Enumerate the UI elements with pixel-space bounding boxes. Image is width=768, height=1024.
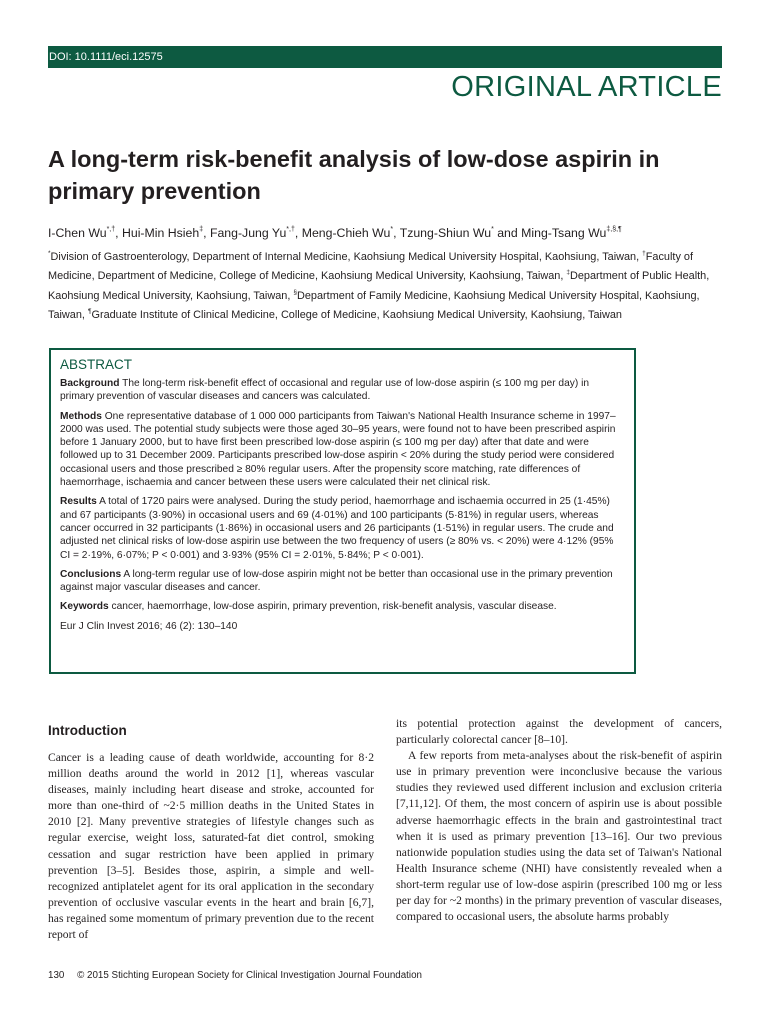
author-affil-marker: *	[390, 226, 394, 233]
author-name: I-Chen Wu	[48, 226, 107, 240]
affiliation: Department of Public Health, Kaohsiung Medical University, Kaohsiung, Taiwan,	[48, 270, 710, 302]
affiliation: Faculty of Medicine, Department of Medicine, College of Medicine, Kaohsiung Medical University, Kaohsiung, Taiwan,	[48, 251, 693, 283]
page-number: 130	[48, 970, 65, 981]
author-affil-marker: *,†	[286, 226, 295, 233]
journal-citation: Eur J Clin Invest 2016; 46 (2): 130–140	[60, 620, 238, 632]
affiliations: *Division of Gastroenterology, Department of Internal Medicine, Kaohsiung Medical University Hospital, Kaohsiung, Taiwan, †Faculty of Medicine, Department of Medicine, College of Medicine, Kaohsiung Medical University, Kaohsiung, Taiwan, ‡Department of Public Health, Kaohsiung Medical University, Kaohsiung, Taiwan, §Department of Family Medicine, Kaohsiung Medical University Hospital, Kaohsiung, Taiwan, ¶Graduate Institute of Clinical Medicine, College of Medicine, Kaohsiung Medical University, Kaohsiung, Taiwan	[48, 250, 710, 322]
doi-text: DOI: 10.1111/eci.12575	[49, 51, 163, 63]
author-name: Meng-Chieh Wu	[301, 226, 391, 240]
author-affil-marker: *,†	[106, 226, 116, 233]
author-affil-marker: ‡,§,¶	[606, 226, 622, 233]
abstract-conclusions: Conclusions A long-term regular use of low-dose aspirin might not be better than occasional use in the primary prevention against major vascular diseases and cancer.	[60, 568, 613, 594]
body-column-left	[48, 722, 374, 943]
author-name: Fang-Jung Yu	[209, 226, 287, 240]
author-name: Ming-Tsang Wu	[521, 226, 607, 240]
affiliation: Graduate Institute of Clinical Medicine, College of Medicine, Kaohsiung Medical University, Kaohsiung, Taiwan	[91, 309, 622, 322]
author-list: I-Chen Wu*,†, Hui-Min Hsieh‡, Fang-Jung Yu*,†, Meng-Chieh Wu*, Tzung-Shiun Wu* and Ming-Tsang Wu‡,§,¶	[48, 226, 622, 240]
abstract-box	[49, 348, 636, 674]
abstract-background: Background The long-term risk-benefit effect of occasional and regular use of low-dose aspirin (≤ 100 mg per day) in primary prevention of vascular diseases and cancers was calculated.	[60, 378, 589, 403]
body-paragraph: Cancer is a leading cause of death worldwide, accounting for 8·2 million deaths around the world in 2012 [1], whereas vascular diseases, mainly including heart disease and stroke, accounted for more than one-third of ~2·5 million deaths in the United States in 2010 [2]. Many preventive strategies of lifestyle changes such as regular exercise, weight loss, saturated-fat diet control, smoking cessation and sugar restriction have been applied in primary prevention [3–5]. Besides those, aspirin, a simple and well-recognized antiplatelet agent for its oral application in the secondary prevention of occlusive vascular events in the heart and brain [6,7], has regained some momentum of primary prevention due to the recent report of	[48, 751, 374, 942]
article-title: A long-term risk-benefit analysis of low-dose aspirin in primary prevention	[48, 146, 660, 204]
author-name: Hui-Min Hsieh	[121, 226, 200, 240]
doi-banner	[48, 46, 722, 68]
body-paragraph: A few reports from meta-analyses about the risk-benefit of aspirin use in primary prevention were inconclusive because the various studies they reviewed used different inclusion and exclusion criteria [7,11,12]. Of them, the most concern of aspirin use is about possible adverse haemorrhagic effects in the brain and gastrointestinal tract when it is used as primary prevention [13–16]. Our two previous nationwide population studies using the data set of Taiwan's National Health Insurance scheme (NHI) have consistently revealed when a short-term regular use of low-dose aspirin (prescribed 100 mg or less per day for ~2 months) in the primary prevention of vascular diseases, compared to occasional users, the absolute harms probably	[396, 749, 722, 924]
copyright-text: © 2015 Stichting European Society for Clinical Investigation Journal Foundation	[77, 970, 422, 981]
author-name: Tzung-Shiun Wu	[399, 226, 492, 240]
affiliation: Division of Gastroenterology, Department of Internal Medicine, Kaohsiung Medical University Hospital, Kaohsiung, Taiwan,	[50, 251, 640, 263]
body-column-right	[396, 716, 722, 925]
section-heading-introduction: Introduction	[48, 723, 127, 738]
abstract-methods: Methods One representative database of 1 000 000 participants from Taiwan's National Health Insurance scheme in 1997–2000 was used. The potential study subjects were those aged 30–95 years, were found not to have been prescribed aspirin before 1 January 2000, but to have first been prescribed low-dose aspirin (≤ 100 mg per day) after that date and were followed up to 31 December 2009. Participants prescribed low-dose aspirin < 20% during the study period were considered occasional users and those prescribed ≥ 80% regular users. After the propensity score matching, rate differences of haemorrhage, ischaemia and cancer between these users were calculated their net clinical risk.	[60, 410, 616, 489]
abstract-keywords: Keywords cancer, haemorrhage, low-dose aspirin, primary prevention, risk-benefit analysis, vascular disease.	[60, 601, 557, 613]
section-label: ORIGINAL ARTICLE	[451, 71, 722, 103]
abstract-results: Results A total of 1720 pairs were analysed. During the study period, haemorrhage and ischaemia occurred in 25 (1·45%) and 67 participants (3·90%) in occasional users and 69 (4·01%) and 100 participants (5·81%) in regular users, whereas cancer occurred in 32 participants (1·86%) in occasional users and 26 participants (1·51%) in regular users. The crude and adjusted net clinical risks of low-dose aspirin use between the two frequency of users (≥ 80% vs. < 20%) were 4·12% (95% CI = 2·19%, 6·07%; P < 0·001) and 3·93% (95% CI = 2·01%, 5·84%; P < 0·001).	[60, 496, 614, 561]
author-affil-marker: ‡	[199, 226, 204, 233]
affiliation: Department of Family Medicine, Kaohsiung Medical University Hospital, Kaohsiung, Taiwan,	[48, 289, 700, 322]
body-paragraph: its potential protection against the development of cancers, particularly colorectal cancer [8–10].	[396, 717, 722, 747]
page-footer	[48, 970, 422, 982]
author-affil-marker: *	[491, 226, 494, 233]
abstract-heading: ABSTRACT	[60, 357, 133, 372]
